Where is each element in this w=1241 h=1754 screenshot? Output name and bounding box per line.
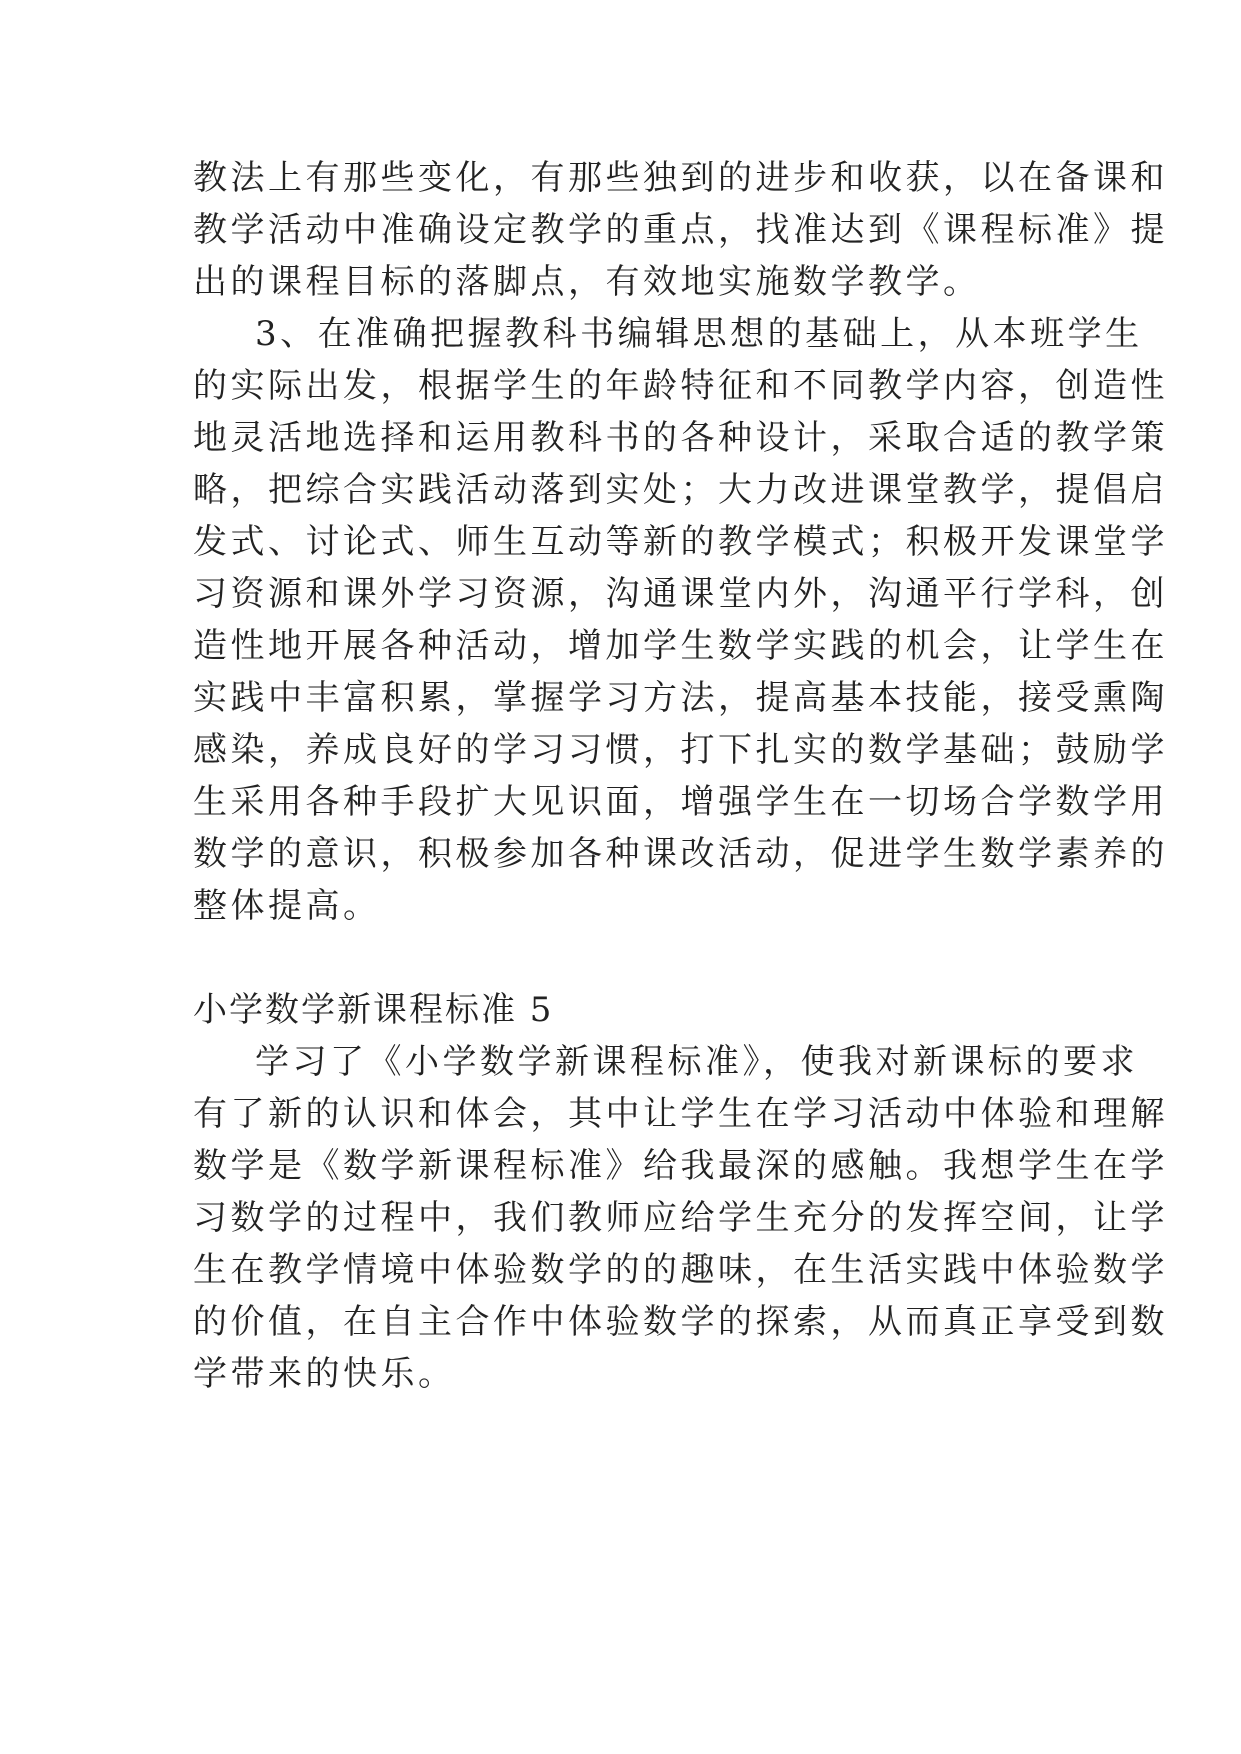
text-line: 的实际出发，根据学生的年龄特征和不同教学内容，创造性 (193, 366, 1168, 406)
section-heading: 小学数学新课程标准 5 (193, 990, 554, 1030)
text-line: 生在教学情境中体验数学的的趣味，在生活实践中体验数学 (193, 1250, 1168, 1290)
text-line: 略，把综合实践活动落到实处；大力改进课堂教学，提倡启 (193, 470, 1168, 510)
text-line: 造性地开展各种活动，增加学生数学实践的机会，让学生在 (193, 626, 1168, 666)
text-line: 发式、讨论式、师生互动等新的教学模式；积极开发课堂学 (193, 522, 1168, 562)
text-line: 教学活动中准确设定教学的重点，找准达到《课程标准》提 (193, 210, 1168, 250)
text-line: 数学是《数学新课程标准》给我最深的感触。我想学生在学 (193, 1146, 1168, 1186)
text-line: 出的课程目标的落脚点，有效地实施数学教学。 (193, 262, 981, 302)
paragraph-first-line: 学习了《小学数学新课程标准》，使我对新课标的要求 (255, 1042, 1138, 1082)
text-line: 生采用各种手段扩大见识面，增强学生在一切场合学数学用 (193, 782, 1168, 822)
text-line: 教法上有那些变化，有那些独到的进步和收获，以在备课和 (193, 158, 1168, 198)
text-line: 的价值，在自主合作中体验数学的探索，从而真正享受到数 (193, 1302, 1168, 1342)
paragraph-first-line: 3、在准确把握教科书编辑思想的基础上，从本班学生 (255, 314, 1143, 354)
text-line: 实践中丰富积累，掌握学习方法，提高基本技能，接受熏陶 (193, 678, 1168, 718)
text-line: 学带来的快乐。 (193, 1354, 456, 1394)
text-line: 习数学的过程中，我们教师应给学生充分的发挥空间，让学 (193, 1198, 1168, 1238)
text-line: 有了新的认识和体会，其中让学生在学习活动中体验和理解 (193, 1094, 1168, 1134)
text-line: 习资源和课外学习资源，沟通课堂内外，沟通平行学科，创 (193, 574, 1168, 614)
text-line: 数学的意识，积极参加各种课改活动，促进学生数学素养的 (193, 834, 1168, 874)
text-line: 地灵活地选择和运用教科书的各种设计，采取合适的教学策 (193, 418, 1168, 458)
text-line: 整体提高。 (193, 886, 381, 926)
text-line: 感染，养成良好的学习习惯，打下扎实的数学基础；鼓励学 (193, 730, 1168, 770)
